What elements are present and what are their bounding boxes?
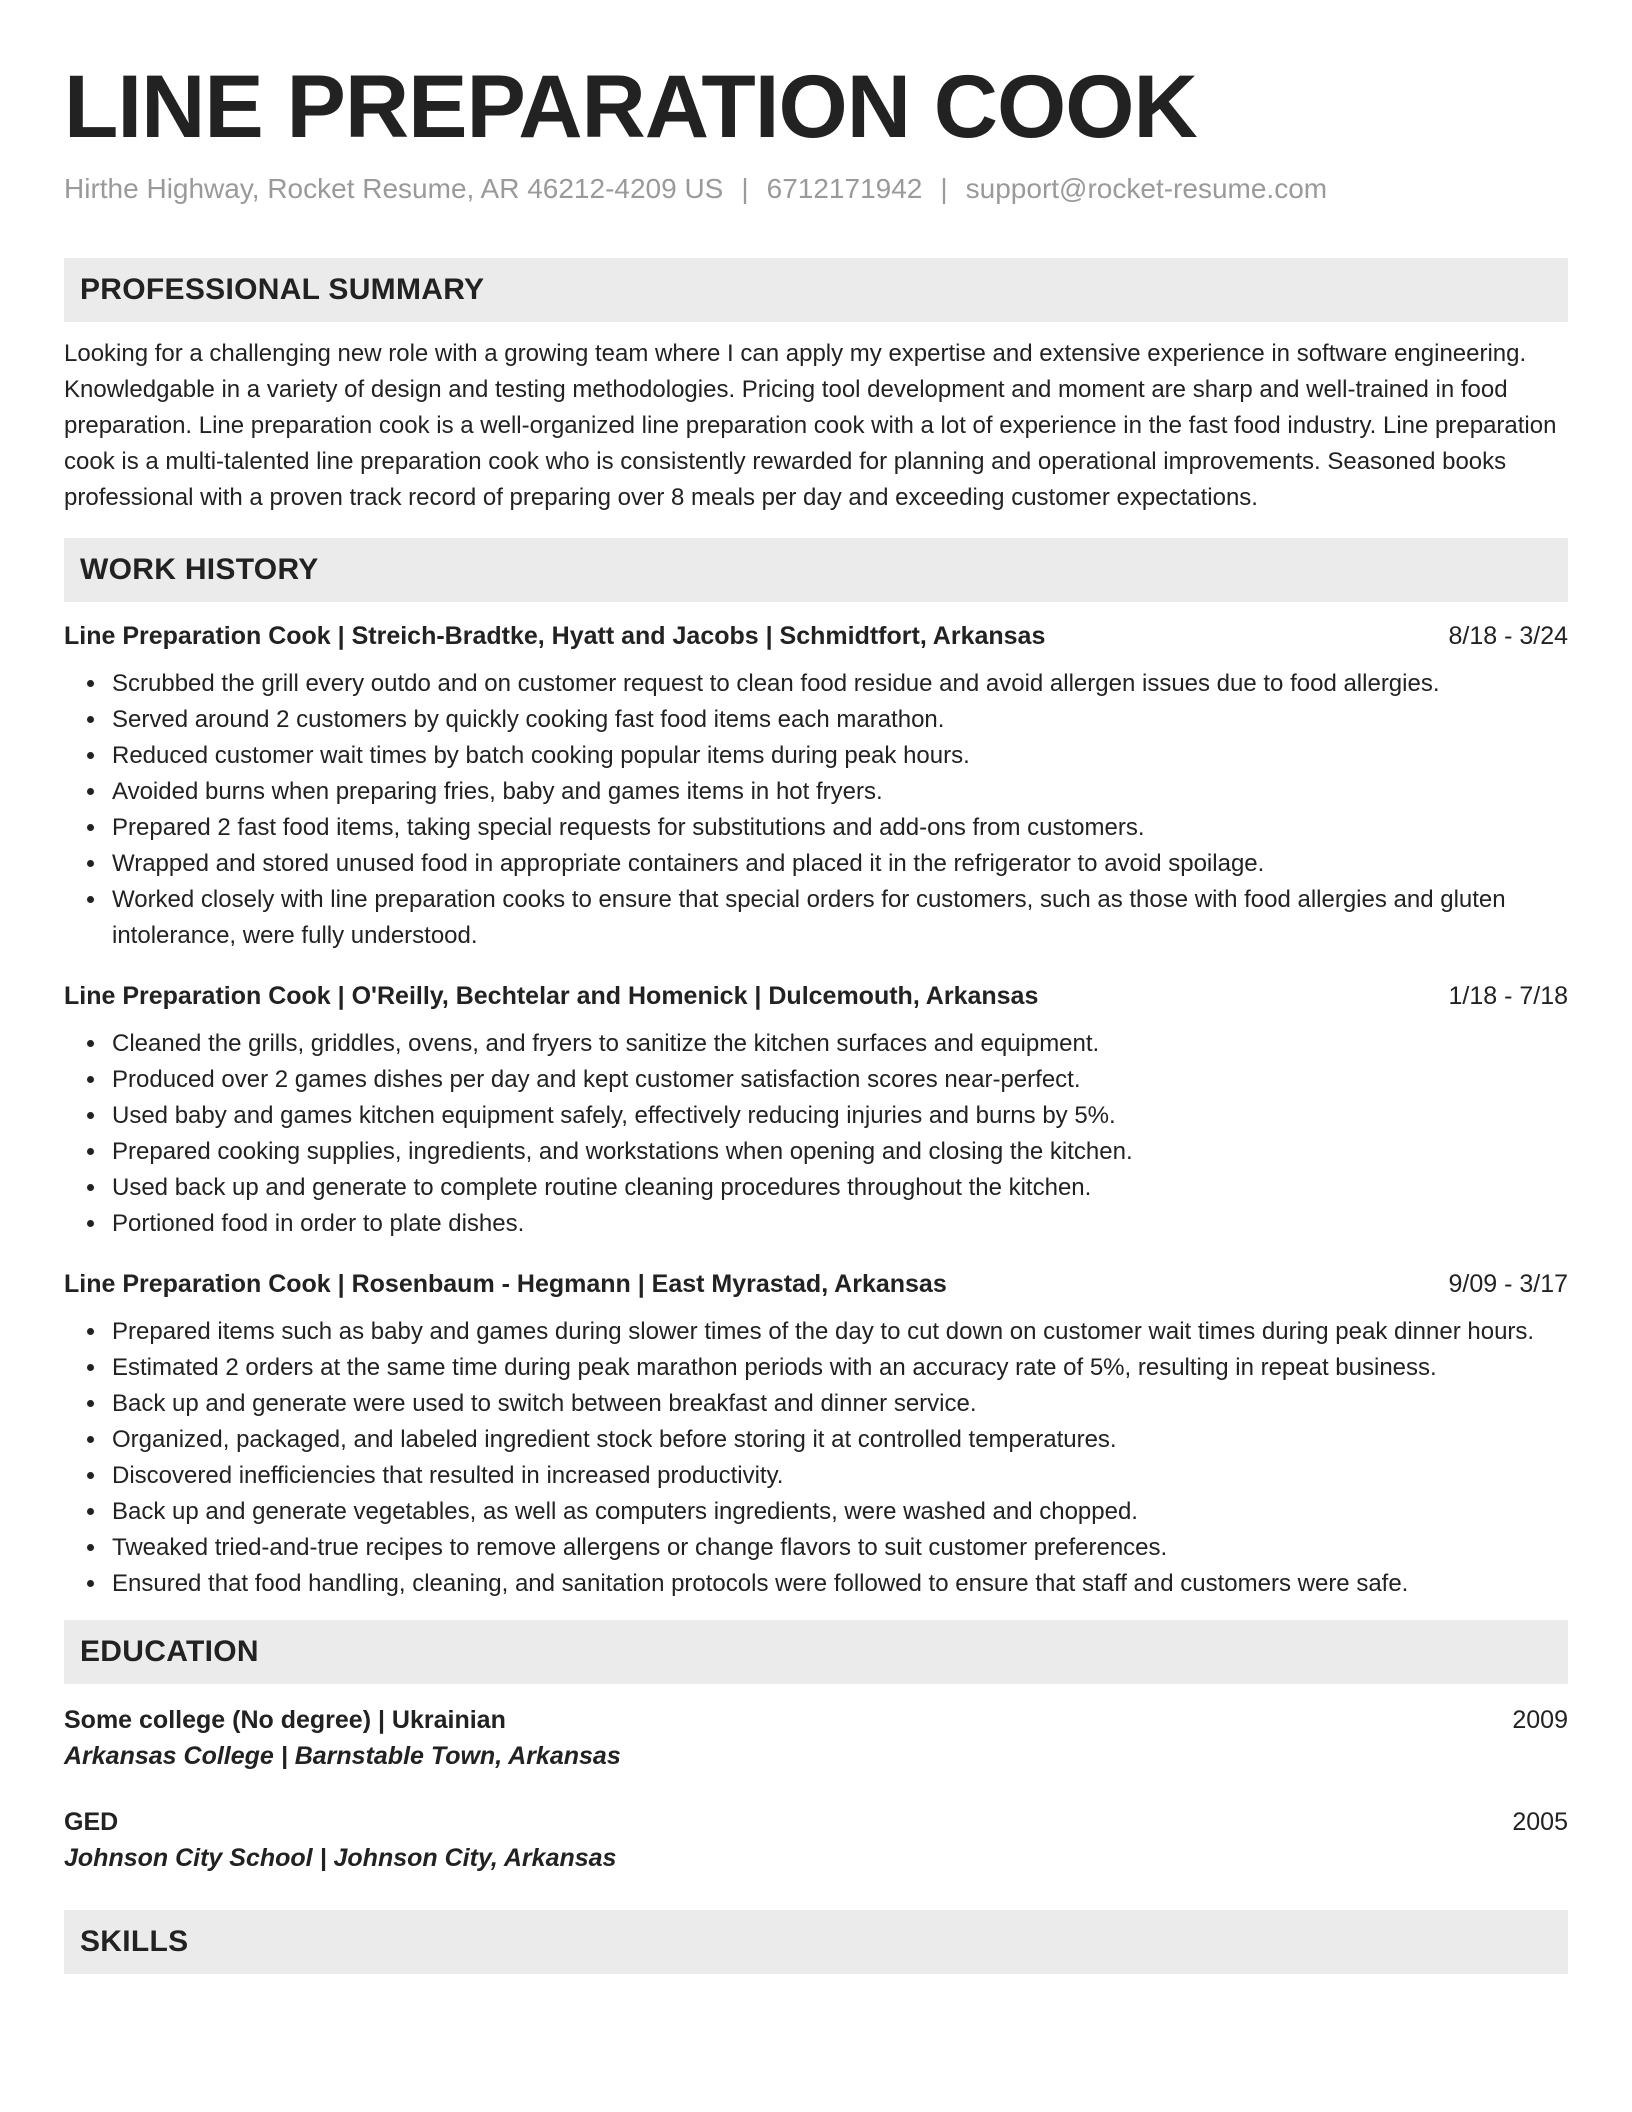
job-header [64,980,1568,1012]
job-dates: 8/18 - 3/24 [1448,622,1568,650]
education-header [64,1804,1568,1840]
job-bullet: • Prepared cooking supplies, ingredients, and workstations when opening and closing the kitchen. [108,1134,1568,1170]
job-bullet: • Discovered inefficiencies that resulted in increased productivity. [108,1458,1568,1494]
job-dates: 9/09 - 3/17 [1448,1270,1568,1298]
contact-separator: | [940,173,948,204]
education-degree: Some college (No degree) | Ukrainian [64,1706,506,1734]
education-year: 2009 [1512,1706,1568,1734]
contact-email: support@rocket-resume.com [965,173,1328,204]
job-bullet: • Tweaked tried-and-true recipes to remove allergens or change flavors to suit customer preferences. [108,1530,1568,1566]
section-heading-summary: PROFESSIONAL SUMMARY [64,258,1568,322]
job-entry [64,620,1568,954]
job-bullet: • Reduced customer wait times by batch cooking popular items during peak hours. [108,738,1568,774]
job-bullets [64,666,1568,954]
contact-line [64,172,1568,206]
section-heading-skills: SKILLS [64,1910,1568,1974]
job-bullet: • Ensured that food handling, cleaning, and sanitation protocols were followed to ensure that staff and customers were safe. [108,1566,1568,1602]
contact-address: Hirthe Highway, Rocket Resume, AR 46212-4209 US [64,173,724,204]
job-bullet: • Worked closely with line preparation cooks to ensure that special orders for customers, such as those with food allergies and gluten intolerance, were fully understood. [108,882,1568,954]
job-bullet: • Estimated 2 orders at the same time during peak marathon periods with an accuracy rate of 5%, resulting in repeat business. [108,1350,1568,1386]
job-bullet: • Cleaned the grills, griddles, ovens, and fryers to sanitize the kitchen surfaces and equipment. [108,1026,1568,1062]
job-bullet: • Produced over 2 games dishes per day and kept customer satisfaction scores near-perfect. [108,1062,1568,1098]
job-entry [64,980,1568,1242]
job-bullet: • Back up and generate vegetables, as well as computers ingredients, were washed and chopped. [108,1494,1568,1530]
job-bullet: • Used baby and games kitchen equipment safely, effectively reducing injuries and burns by 5%. [108,1098,1568,1134]
education-header [64,1702,1568,1738]
section-heading-work-history: WORK HISTORY [64,538,1568,602]
job-bullet: • Organized, packaged, and labeled ingredient stock before storing it at controlled temperatures. [108,1422,1568,1458]
job-bullets [64,1314,1568,1602]
education-school: Arkansas College | Barnstable Town, Arkansas [64,1742,621,1770]
job-title: Line Preparation Cook | Streich-Bradtke, Hyatt and Jacobs | Schmidtfort, Arkansas [64,622,1046,650]
job-header [64,1268,1568,1300]
job-bullets [64,1026,1568,1242]
job-title: Line Preparation Cook | O'Reilly, Bechtelar and Homenick | Dulcemouth, Arkansas [64,982,1039,1010]
summary-text: Looking for a challenging new role with a growing team where I can apply my expertise and extensive experience in software engineering. Knowledgable in a variety of design and testing methodologies. Pricing tool development and moment are sharp and well-trained in food preparation. Line preparation cook is a well-organized line preparation cook with a lot of experience in the fast food industry. Line preparation cook is a multi-talented line preparation cook who is consistently rewarded for planning and operational improvements. Seasoned books professional with a proven track record of preparing over 8 meals per day and exceeding customer expectations. [64,340,1557,511]
contact-separator: | [741,173,749,204]
job-bullet: • Portioned food in order to plate dishes. [108,1206,1568,1242]
job-title: Line Preparation Cook | Rosenbaum - Hegmann | East Myrastad, Arkansas [64,1270,947,1298]
education-year: 2005 [1512,1808,1568,1836]
job-dates: 1/18 - 7/18 [1448,982,1568,1010]
job-bullet: • Prepared 2 fast food items, taking special requests for substitutions and add-ons from customers. [108,810,1568,846]
job-bullet: • Served around 2 customers by quickly cooking fast food items each marathon. [108,702,1568,738]
education-entry [64,1702,1568,1774]
contact-phone: 6712171942 [766,173,923,204]
resume-page [64,0,1568,1974]
section-heading-education: EDUCATION [64,1620,1568,1684]
job-entry [64,1268,1568,1602]
job-bullet: • Scrubbed the grill every outdo and on customer request to clean food residue and avoid allergen issues due to food allergies. [108,666,1568,702]
education-school: Johnson City School | Johnson City, Arkansas [64,1844,617,1872]
education-entry [64,1804,1568,1876]
job-bullet: • Used back up and generate to complete routine cleaning procedures throughout the kitchen. [108,1170,1568,1206]
education-degree: GED [64,1808,119,1836]
resume-name: LINE PREPARATION COOK [64,56,1197,156]
job-bullet: • Back up and generate were used to switch between breakfast and dinner service. [108,1386,1568,1422]
job-bullet: • Avoided burns when preparing fries, baby and games items in hot fryers. [108,774,1568,810]
job-bullet: • Prepared items such as baby and games during slower times of the day to cut down on customer wait times during peak dinner hours. [108,1314,1568,1350]
job-bullet: • Wrapped and stored unused food in appropriate containers and placed it in the refrigerator to avoid spoilage. [108,846,1568,882]
job-header [64,620,1568,652]
